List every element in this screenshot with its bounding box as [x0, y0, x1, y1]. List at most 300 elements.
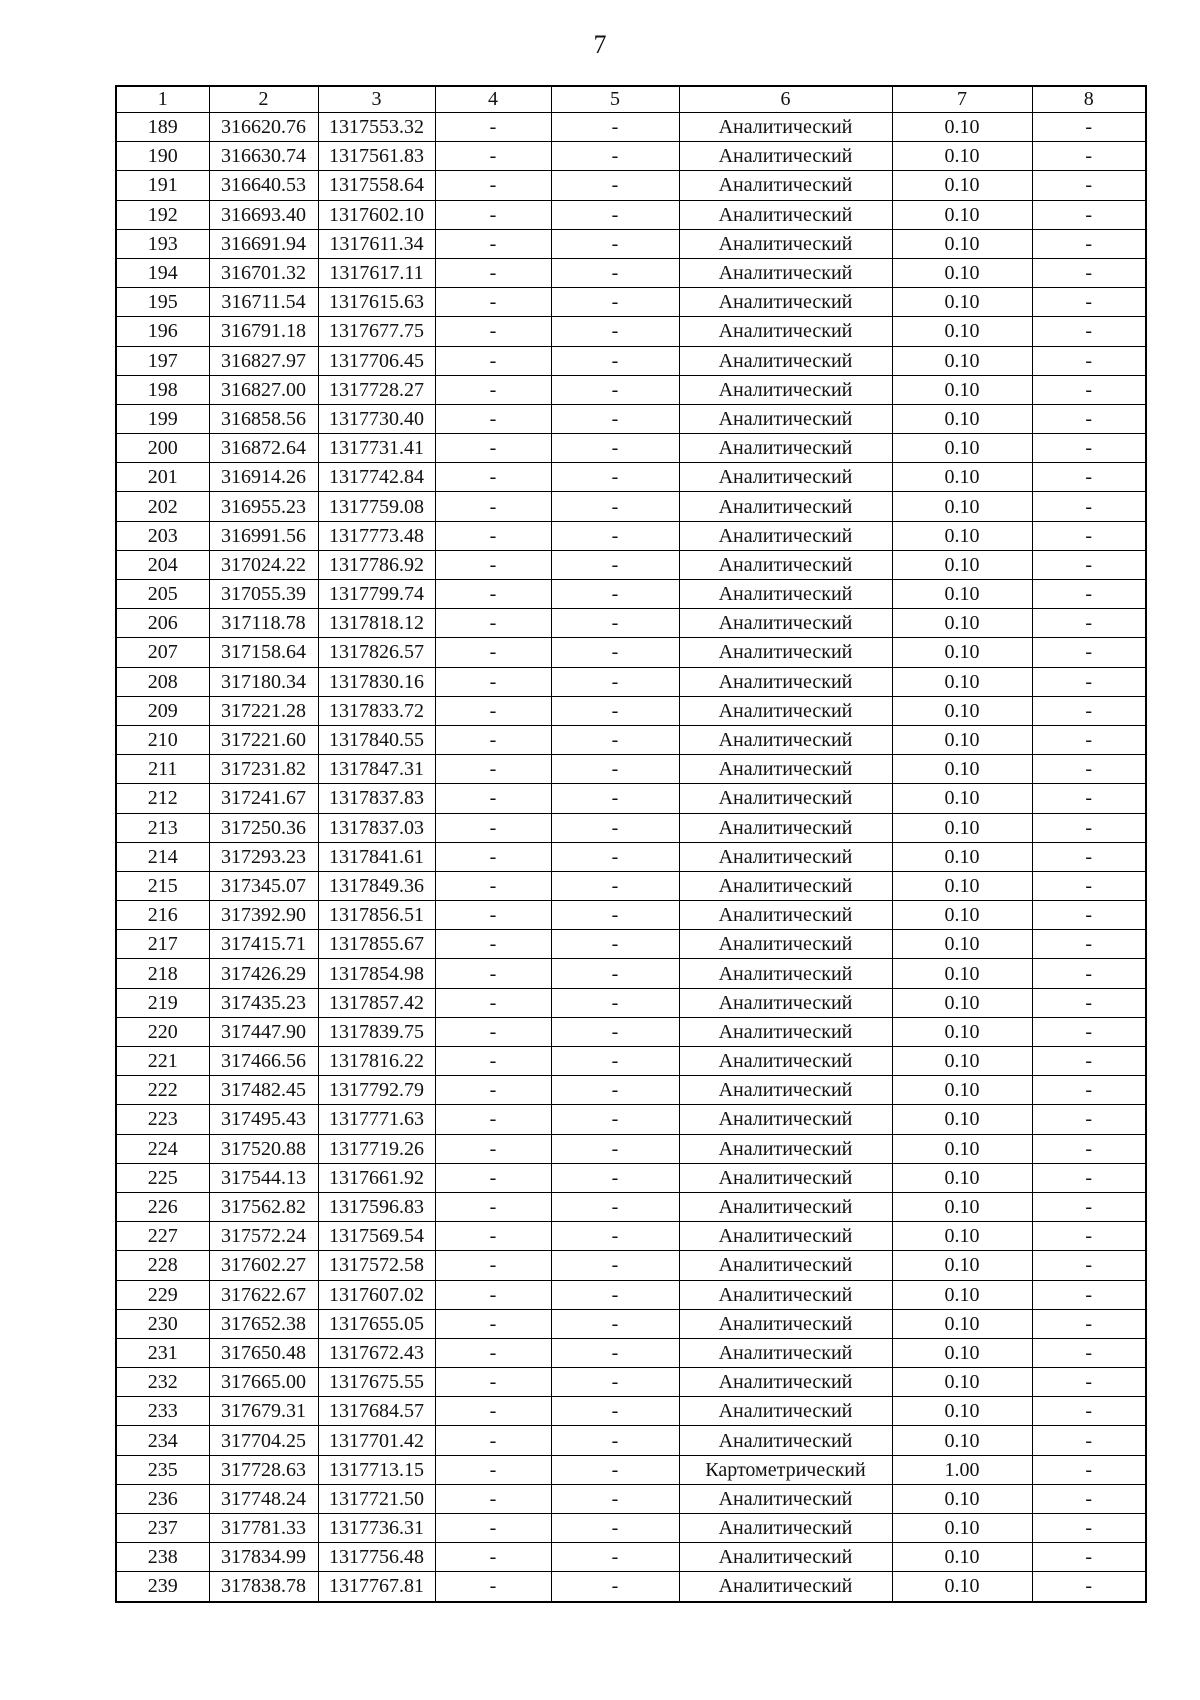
table-row [116, 317, 1146, 346]
method-cell: Аналитический [679, 113, 892, 142]
y-coordinate-cell: 1317611.34 [318, 229, 435, 258]
accuracy-cell: 0.10 [892, 521, 1032, 550]
col5-cell: - [551, 200, 679, 229]
col4-cell: - [435, 696, 551, 725]
point-number-cell: 221 [116, 1047, 209, 1076]
y-coordinate-cell: 1317655.05 [318, 1309, 435, 1338]
point-number-cell: 193 [116, 229, 209, 258]
col8-cell: - [1032, 346, 1146, 375]
accuracy-cell: 0.10 [892, 755, 1032, 784]
table-row [116, 609, 1146, 638]
y-coordinate-cell: 1317675.55 [318, 1368, 435, 1397]
column-header: 6 [679, 86, 892, 113]
method-cell: Аналитический [679, 1484, 892, 1513]
table-row [116, 813, 1146, 842]
y-coordinate-cell: 1317792.79 [318, 1076, 435, 1105]
point-number-cell: 202 [116, 492, 209, 521]
accuracy-cell: 0.10 [892, 404, 1032, 433]
method-cell: Аналитический [679, 288, 892, 317]
point-number-cell: 208 [116, 667, 209, 696]
col4-cell: - [435, 930, 551, 959]
x-coordinate-cell: 316640.53 [209, 171, 318, 200]
col5-cell: - [551, 1134, 679, 1163]
point-number-cell: 190 [116, 142, 209, 171]
method-cell: Аналитический [679, 813, 892, 842]
table-row [116, 1572, 1146, 1602]
col8-cell: - [1032, 988, 1146, 1017]
y-coordinate-cell: 1317602.10 [318, 200, 435, 229]
x-coordinate-cell: 317024.22 [209, 550, 318, 579]
col8-cell: - [1032, 1426, 1146, 1455]
y-coordinate-cell: 1317572.58 [318, 1251, 435, 1280]
point-number-cell: 224 [116, 1134, 209, 1163]
col4-cell: - [435, 1251, 551, 1280]
table-row [116, 930, 1146, 959]
x-coordinate-cell: 317345.07 [209, 871, 318, 900]
table-row [116, 1543, 1146, 1572]
col4-cell: - [435, 1368, 551, 1397]
col4-cell: - [435, 1047, 551, 1076]
point-number-cell: 206 [116, 609, 209, 638]
x-coordinate-cell: 316858.56 [209, 404, 318, 433]
y-coordinate-cell: 1317840.55 [318, 725, 435, 754]
col8-cell: - [1032, 521, 1146, 550]
method-cell: Аналитический [679, 1163, 892, 1192]
method-cell: Аналитический [679, 901, 892, 930]
col5-cell: - [551, 1105, 679, 1134]
col4-cell: - [435, 1017, 551, 1046]
col5-cell: - [551, 1543, 679, 1572]
col4-cell: - [435, 550, 551, 579]
col5-cell: - [551, 1368, 679, 1397]
point-number-cell: 215 [116, 871, 209, 900]
y-coordinate-cell: 1317569.54 [318, 1222, 435, 1251]
method-cell: Аналитический [679, 1251, 892, 1280]
y-coordinate-cell: 1317617.11 [318, 258, 435, 287]
col8-cell: - [1032, 229, 1146, 258]
col8-cell: - [1032, 171, 1146, 200]
y-coordinate-cell: 1317833.72 [318, 696, 435, 725]
method-cell: Картометрический [679, 1455, 892, 1484]
x-coordinate-cell: 317602.27 [209, 1251, 318, 1280]
method-cell: Аналитический [679, 142, 892, 171]
col5-cell: - [551, 784, 679, 813]
accuracy-cell: 0.10 [892, 1572, 1032, 1602]
table-row [116, 842, 1146, 871]
x-coordinate-cell: 316701.32 [209, 258, 318, 287]
column-header: 5 [551, 86, 679, 113]
y-coordinate-cell: 1317661.92 [318, 1163, 435, 1192]
point-number-cell: 204 [116, 550, 209, 579]
col4-cell: - [435, 667, 551, 696]
point-number-cell: 239 [116, 1572, 209, 1602]
method-cell: Аналитический [679, 696, 892, 725]
method-cell: Аналитический [679, 871, 892, 900]
col8-cell: - [1032, 638, 1146, 667]
col4-cell: - [435, 580, 551, 609]
table-row [116, 784, 1146, 813]
accuracy-cell: 0.10 [892, 842, 1032, 871]
table-row [116, 229, 1146, 258]
col8-cell: - [1032, 1484, 1146, 1513]
col5-cell: - [551, 1338, 679, 1367]
col8-cell: - [1032, 667, 1146, 696]
accuracy-cell: 0.10 [892, 200, 1032, 229]
accuracy-cell: 0.10 [892, 959, 1032, 988]
accuracy-cell: 0.10 [892, 1338, 1032, 1367]
point-number-cell: 194 [116, 258, 209, 287]
point-number-cell: 207 [116, 638, 209, 667]
col8-cell: - [1032, 463, 1146, 492]
y-coordinate-cell: 1317759.08 [318, 492, 435, 521]
col5-cell: - [551, 1572, 679, 1602]
accuracy-cell: 0.10 [892, 901, 1032, 930]
point-number-cell: 211 [116, 755, 209, 784]
x-coordinate-cell: 317544.13 [209, 1163, 318, 1192]
table-row [116, 1105, 1146, 1134]
table-row [116, 550, 1146, 579]
col5-cell: - [551, 1280, 679, 1309]
col8-cell: - [1032, 200, 1146, 229]
col8-cell: - [1032, 1017, 1146, 1046]
method-cell: Аналитический [679, 229, 892, 258]
col5-cell: - [551, 1426, 679, 1455]
method-cell: Аналитический [679, 492, 892, 521]
col5-cell: - [551, 550, 679, 579]
y-coordinate-cell: 1317771.63 [318, 1105, 435, 1134]
col5-cell: - [551, 1251, 679, 1280]
x-coordinate-cell: 316827.97 [209, 346, 318, 375]
y-coordinate-cell: 1317826.57 [318, 638, 435, 667]
col5-cell: - [551, 492, 679, 521]
col4-cell: - [435, 463, 551, 492]
x-coordinate-cell: 316791.18 [209, 317, 318, 346]
col5-cell: - [551, 813, 679, 842]
col4-cell: - [435, 725, 551, 754]
col4-cell: - [435, 959, 551, 988]
y-coordinate-cell: 1317596.83 [318, 1192, 435, 1221]
method-cell: Аналитический [679, 784, 892, 813]
method-cell: Аналитический [679, 404, 892, 433]
method-cell: Аналитический [679, 317, 892, 346]
x-coordinate-cell: 316991.56 [209, 521, 318, 550]
col4-cell: - [435, 258, 551, 287]
col4-cell: - [435, 1192, 551, 1221]
col8-cell: - [1032, 1134, 1146, 1163]
col4-cell: - [435, 1572, 551, 1602]
method-cell: Аналитический [679, 521, 892, 550]
accuracy-cell: 0.10 [892, 1105, 1032, 1134]
point-number-cell: 205 [116, 580, 209, 609]
point-number-cell: 210 [116, 725, 209, 754]
point-number-cell: 220 [116, 1017, 209, 1046]
y-coordinate-cell: 1317684.57 [318, 1397, 435, 1426]
accuracy-cell: 0.10 [892, 1280, 1032, 1309]
col5-cell: - [551, 1076, 679, 1105]
x-coordinate-cell: 317180.34 [209, 667, 318, 696]
y-coordinate-cell: 1317837.83 [318, 784, 435, 813]
point-number-cell: 212 [116, 784, 209, 813]
method-cell: Аналитический [679, 1222, 892, 1251]
col8-cell: - [1032, 1105, 1146, 1134]
accuracy-cell: 0.10 [892, 1251, 1032, 1280]
point-number-cell: 217 [116, 930, 209, 959]
table-row [116, 1338, 1146, 1367]
y-coordinate-cell: 1317553.32 [318, 113, 435, 142]
table-row [116, 288, 1146, 317]
table-row [116, 1047, 1146, 1076]
accuracy-cell: 0.10 [892, 813, 1032, 842]
table-row [116, 638, 1146, 667]
col4-cell: - [435, 1134, 551, 1163]
col5-cell: - [551, 638, 679, 667]
col8-cell: - [1032, 842, 1146, 871]
method-cell: Аналитический [679, 609, 892, 638]
accuracy-cell: 0.10 [892, 1368, 1032, 1397]
table-row [116, 375, 1146, 404]
col8-cell: - [1032, 696, 1146, 725]
accuracy-cell: 0.10 [892, 1514, 1032, 1543]
col5-cell: - [551, 142, 679, 171]
col5-cell: - [551, 288, 679, 317]
x-coordinate-cell: 316872.64 [209, 434, 318, 463]
y-coordinate-cell: 1317558.64 [318, 171, 435, 200]
table-row [116, 1222, 1146, 1251]
table-row [116, 1484, 1146, 1513]
col8-cell: - [1032, 580, 1146, 609]
x-coordinate-cell: 317572.24 [209, 1222, 318, 1251]
y-coordinate-cell: 1317837.03 [318, 813, 435, 842]
accuracy-cell: 0.10 [892, 930, 1032, 959]
point-number-cell: 236 [116, 1484, 209, 1513]
col4-cell: - [435, 1397, 551, 1426]
col4-cell: - [435, 521, 551, 550]
accuracy-cell: 0.10 [892, 1163, 1032, 1192]
point-number-cell: 197 [116, 346, 209, 375]
col5-cell: - [551, 171, 679, 200]
col5-cell: - [551, 755, 679, 784]
x-coordinate-cell: 317118.78 [209, 609, 318, 638]
col5-cell: - [551, 463, 679, 492]
point-number-cell: 191 [116, 171, 209, 200]
accuracy-cell: 0.10 [892, 142, 1032, 171]
method-cell: Аналитический [679, 988, 892, 1017]
col5-cell: - [551, 842, 679, 871]
x-coordinate-cell: 317482.45 [209, 1076, 318, 1105]
col4-cell: - [435, 404, 551, 433]
col5-cell: - [551, 1017, 679, 1046]
col5-cell: - [551, 258, 679, 287]
accuracy-cell: 0.10 [892, 434, 1032, 463]
method-cell: Аналитический [679, 667, 892, 696]
col5-cell: - [551, 1514, 679, 1543]
col5-cell: - [551, 609, 679, 638]
accuracy-cell: 0.10 [892, 1076, 1032, 1105]
accuracy-cell: 0.10 [892, 229, 1032, 258]
y-coordinate-cell: 1317607.02 [318, 1280, 435, 1309]
x-coordinate-cell: 317838.78 [209, 1572, 318, 1602]
method-cell: Аналитический [679, 346, 892, 375]
method-cell: Аналитический [679, 375, 892, 404]
table-row [116, 1514, 1146, 1543]
point-number-cell: 219 [116, 988, 209, 1017]
accuracy-cell: 0.10 [892, 492, 1032, 521]
table-row [116, 1455, 1146, 1484]
column-header: 3 [318, 86, 435, 113]
col8-cell: - [1032, 1076, 1146, 1105]
col5-cell: - [551, 229, 679, 258]
table-row [116, 171, 1146, 200]
table-row [116, 696, 1146, 725]
accuracy-cell: 0.10 [892, 463, 1032, 492]
col5-cell: - [551, 988, 679, 1017]
point-number-cell: 209 [116, 696, 209, 725]
point-number-cell: 226 [116, 1192, 209, 1221]
x-coordinate-cell: 316955.23 [209, 492, 318, 521]
col5-cell: - [551, 725, 679, 754]
col4-cell: - [435, 638, 551, 667]
table-row [116, 1192, 1146, 1221]
point-number-cell: 203 [116, 521, 209, 550]
y-coordinate-cell: 1317742.84 [318, 463, 435, 492]
col8-cell: - [1032, 1047, 1146, 1076]
method-cell: Аналитический [679, 463, 892, 492]
method-cell: Аналитический [679, 1309, 892, 1338]
column-header: 8 [1032, 86, 1146, 113]
col5-cell: - [551, 696, 679, 725]
y-coordinate-cell: 1317701.42 [318, 1426, 435, 1455]
method-cell: Аналитический [679, 755, 892, 784]
accuracy-cell: 0.10 [892, 1426, 1032, 1455]
col5-cell: - [551, 1484, 679, 1513]
method-cell: Аналитический [679, 1426, 892, 1455]
accuracy-cell: 0.10 [892, 871, 1032, 900]
col4-cell: - [435, 1484, 551, 1513]
accuracy-cell: 0.10 [892, 171, 1032, 200]
point-number-cell: 227 [116, 1222, 209, 1251]
table-row [116, 463, 1146, 492]
x-coordinate-cell: 317704.25 [209, 1426, 318, 1455]
x-coordinate-cell: 316691.94 [209, 229, 318, 258]
point-number-cell: 192 [116, 200, 209, 229]
table-row [116, 959, 1146, 988]
col5-cell: - [551, 667, 679, 696]
col8-cell: - [1032, 1397, 1146, 1426]
column-header: 2 [209, 86, 318, 113]
table-row [116, 492, 1146, 521]
col5-cell: - [551, 404, 679, 433]
col4-cell: - [435, 171, 551, 200]
x-coordinate-cell: 317834.99 [209, 1543, 318, 1572]
x-coordinate-cell: 317158.64 [209, 638, 318, 667]
x-coordinate-cell: 317652.38 [209, 1309, 318, 1338]
method-cell: Аналитический [679, 1572, 892, 1602]
point-number-cell: 214 [116, 842, 209, 871]
y-coordinate-cell: 1317561.83 [318, 142, 435, 171]
col8-cell: - [1032, 550, 1146, 579]
table-row [116, 1309, 1146, 1338]
y-coordinate-cell: 1317856.51 [318, 901, 435, 930]
y-coordinate-cell: 1317767.81 [318, 1572, 435, 1602]
col4-cell: - [435, 1105, 551, 1134]
col8-cell: - [1032, 871, 1146, 900]
y-coordinate-cell: 1317730.40 [318, 404, 435, 433]
accuracy-cell: 1.00 [892, 1455, 1032, 1484]
table-row [116, 580, 1146, 609]
accuracy-cell: 0.10 [892, 258, 1032, 287]
y-coordinate-cell: 1317736.31 [318, 1514, 435, 1543]
col4-cell: - [435, 842, 551, 871]
col8-cell: - [1032, 434, 1146, 463]
point-number-cell: 231 [116, 1338, 209, 1367]
table-row [116, 1017, 1146, 1046]
x-coordinate-cell: 317466.56 [209, 1047, 318, 1076]
table-row [116, 667, 1146, 696]
x-coordinate-cell: 316693.40 [209, 200, 318, 229]
y-coordinate-cell: 1317713.15 [318, 1455, 435, 1484]
point-number-cell: 199 [116, 404, 209, 433]
accuracy-cell: 0.10 [892, 1192, 1032, 1221]
accuracy-cell: 0.10 [892, 609, 1032, 638]
method-cell: Аналитический [679, 842, 892, 871]
col4-cell: - [435, 113, 551, 142]
x-coordinate-cell: 316711.54 [209, 288, 318, 317]
table-row [116, 113, 1146, 142]
col5-cell: - [551, 1222, 679, 1251]
col8-cell: - [1032, 142, 1146, 171]
method-cell: Аналитический [679, 959, 892, 988]
point-number-cell: 213 [116, 813, 209, 842]
y-coordinate-cell: 1317786.92 [318, 550, 435, 579]
col5-cell: - [551, 1455, 679, 1484]
method-cell: Аналитический [679, 1397, 892, 1426]
col5-cell: - [551, 580, 679, 609]
x-coordinate-cell: 317293.23 [209, 842, 318, 871]
col5-cell: - [551, 317, 679, 346]
x-coordinate-cell: 317650.48 [209, 1338, 318, 1367]
col4-cell: - [435, 784, 551, 813]
x-coordinate-cell: 317748.24 [209, 1484, 318, 1513]
y-coordinate-cell: 1317756.48 [318, 1543, 435, 1572]
x-coordinate-cell: 317241.67 [209, 784, 318, 813]
point-number-cell: 218 [116, 959, 209, 988]
method-cell: Аналитический [679, 1134, 892, 1163]
col8-cell: - [1032, 1309, 1146, 1338]
method-cell: Аналитический [679, 200, 892, 229]
y-coordinate-cell: 1317830.16 [318, 667, 435, 696]
col8-cell: - [1032, 492, 1146, 521]
table-row [116, 346, 1146, 375]
method-cell: Аналитический [679, 1543, 892, 1572]
accuracy-cell: 0.10 [892, 638, 1032, 667]
y-coordinate-cell: 1317816.22 [318, 1047, 435, 1076]
method-cell: Аналитический [679, 434, 892, 463]
table-row [116, 200, 1146, 229]
col5-cell: - [551, 1163, 679, 1192]
accuracy-cell: 0.10 [892, 550, 1032, 579]
col5-cell: - [551, 1047, 679, 1076]
method-cell: Аналитический [679, 171, 892, 200]
point-number-cell: 189 [116, 113, 209, 142]
method-cell: Аналитический [679, 1105, 892, 1134]
col8-cell: - [1032, 1572, 1146, 1602]
col4-cell: - [435, 434, 551, 463]
accuracy-cell: 0.10 [892, 1397, 1032, 1426]
col5-cell: - [551, 959, 679, 988]
x-coordinate-cell: 317221.60 [209, 725, 318, 754]
x-coordinate-cell: 316630.74 [209, 142, 318, 171]
col4-cell: - [435, 1280, 551, 1309]
